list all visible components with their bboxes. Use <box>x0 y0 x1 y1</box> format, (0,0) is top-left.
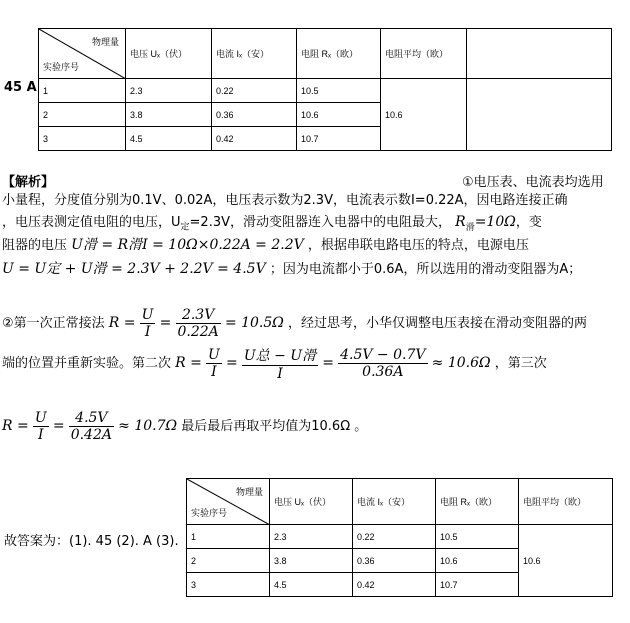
cell-current: 0.36 <box>353 549 436 573</box>
answer-prefix: 45 A <box>4 80 37 95</box>
text: U总 − U滑 <box>242 345 318 366</box>
text: ，经过思考，小华仅调整电压表接在滑动变阻器的两 <box>288 316 588 331</box>
text: 滑 <box>465 222 475 233</box>
fraction-second <box>338 347 427 380</box>
table-row <box>39 79 612 103</box>
fraction-u-i-3 <box>33 410 49 443</box>
text: ；因为电流都小于0.6A，所以选用的滑动变阻器为A； <box>269 262 582 277</box>
cell-current: 0.42 <box>212 127 297 151</box>
cell-voltage: 3.8 <box>270 549 353 573</box>
formula-r-slide <box>455 214 516 233</box>
header-diagonal-cell <box>39 29 126 79</box>
cell-resistance: 10.6 <box>436 549 519 573</box>
header-resistance: 电阻 Rₓ（欧） <box>297 29 381 79</box>
fraction-u-i-2 <box>206 347 222 380</box>
text: ，电压表测定值电阻的电压，U <box>2 215 181 230</box>
text: R = <box>108 315 136 331</box>
header-resistance: 电阻 Rₓ（欧） <box>436 479 519 525</box>
cell-empty <box>467 79 612 151</box>
text: ，第三次 <box>494 356 547 371</box>
cell-no: 2 <box>187 549 270 573</box>
analysis-line8: R = $\frac{U}{I}$ = $\frac{4.5V}{0.42A}$ ≈ 10.7Ω 最后最后再取平均值为10.6Ω 。 <box>2 410 368 443</box>
cell-current: 0.36 <box>212 103 297 127</box>
header-voltage: 电压 Uₓ（伏） <box>126 29 212 79</box>
cell-voltage: 2.3 <box>126 79 212 103</box>
cell-resistance: 10.7 <box>297 127 381 151</box>
analysis-line7: 端的位置并重新实验。第二次 R = $\frac{U}{I}$ = $\frac{\text{U总 − U滑}}{I}$ = $\frac{4.5V - 0.7V}{0.36A}$ ≈ 10.6Ω ，第三次 <box>2 347 547 382</box>
fraction-u-i <box>140 307 156 340</box>
analysis-line5 <box>2 258 581 278</box>
text: ≈ 10.7Ω <box>118 418 178 434</box>
text: ，变 <box>515 215 542 230</box>
text: U <box>141 307 154 323</box>
text: 0.22A <box>177 324 219 340</box>
cell-current: 0.42 <box>353 573 436 597</box>
analysis-line2: 小量程，分度值分别为0.1V、0.02A，电压表示数为2.3V，电流表示数I=0.22A，因电路连接正确 <box>2 193 568 208</box>
analysis-line4 <box>2 234 529 254</box>
text: =2.3V，滑动变阻器连入电器中的电阻最大， <box>189 215 451 230</box>
text: ②第一次正常接法 <box>2 316 105 331</box>
header-sequence: 实验序号 <box>191 508 228 518</box>
cell-voltage: 3.8 <box>126 103 212 127</box>
results-table-top <box>38 28 612 151</box>
results-table-bottom <box>186 478 613 597</box>
cell-current: 0.22 <box>353 525 436 549</box>
fraction-first <box>176 307 221 340</box>
text: 0.42A <box>70 427 112 443</box>
analysis-line6: ②第一次正常接法 R = $\frac{U}{I}$ = $\frac{2.3V}{0.22A}$ = 10.5Ω ，经过思考，小华仅调整电压表接在滑动变阻器的两 <box>2 307 588 340</box>
text: 最后最后再取平均值为10.6Ω 。 <box>181 419 368 434</box>
text: 4.5V − 0.7V <box>340 347 426 363</box>
cell-average: 10.6 <box>381 79 467 151</box>
header-quantity: 物理量 <box>235 487 263 497</box>
header-current: 电流 Iₓ（安） <box>212 29 297 79</box>
cell-current: 0.22 <box>212 79 297 103</box>
text: = 10.5Ω <box>224 315 284 331</box>
cell-no: 3 <box>39 127 126 151</box>
cell-voltage: 2.3 <box>270 525 353 549</box>
analysis-heading: 【解析】 <box>2 175 55 190</box>
text: 定 <box>180 222 190 233</box>
text: I <box>277 366 283 382</box>
text: U <box>34 410 47 426</box>
text: R = <box>2 418 29 434</box>
fraction-second-symbolic <box>242 345 318 382</box>
formula-u-total: U = U定 + U滑 = 2.3V + 2.2V = 4.5V <box>2 261 266 277</box>
cell-no: 1 <box>39 79 126 103</box>
text: 2.3V <box>176 307 221 324</box>
text: U <box>208 347 220 363</box>
header-current: 电流 Iₓ（安） <box>353 479 436 525</box>
header-quantity: 物理量 <box>91 37 119 47</box>
cell-no: 2 <box>39 103 126 127</box>
answer-line: 故答案为：(1). 45 (2). A (3). <box>4 534 179 549</box>
analysis-line1-tail: ①电压表、电流表均选用 <box>462 175 604 190</box>
analysis-line3 <box>2 211 542 233</box>
text: I <box>144 324 151 340</box>
header-average: 电阻平均（欧） <box>519 479 613 525</box>
cell-resistance: 10.5 <box>297 79 381 103</box>
cell-resistance: 10.6 <box>297 103 381 127</box>
text: 0.36A <box>362 364 404 380</box>
text: 4.5V <box>69 410 114 427</box>
header-voltage: 电压 Uₓ（伏） <box>270 479 353 525</box>
cell-no: 3 <box>187 573 270 597</box>
cell-resistance: 10.7 <box>436 573 519 597</box>
table-row <box>187 525 613 549</box>
cell-no: 1 <box>187 525 270 549</box>
fraction-third <box>69 410 114 443</box>
header-empty <box>467 29 612 79</box>
header-average: 电阻平均（欧） <box>381 29 467 79</box>
cell-resistance: 10.5 <box>436 525 519 549</box>
text: 端的位置并重新实验。第二次 <box>2 356 172 371</box>
text: R <box>455 214 466 230</box>
header-sequence: 实验序号 <box>43 62 80 72</box>
header-diagonal-cell <box>187 479 270 525</box>
text: =10Ω <box>474 214 516 230</box>
text: ，根据串联电路电压的特点，电源电压 <box>307 238 529 253</box>
cell-average: 10.6 <box>519 525 613 597</box>
text: I <box>38 427 44 443</box>
text: R = <box>175 355 202 371</box>
cell-voltage: 4.5 <box>126 127 212 151</box>
formula-u-slide: U滑 = R滑I = 10Ω×0.22A = 2.2V <box>71 237 304 253</box>
cell-voltage: 4.5 <box>270 573 353 597</box>
text: I <box>211 364 217 380</box>
text: ≈ 10.6Ω <box>431 355 491 371</box>
text: 阻器的电压 <box>2 238 68 253</box>
